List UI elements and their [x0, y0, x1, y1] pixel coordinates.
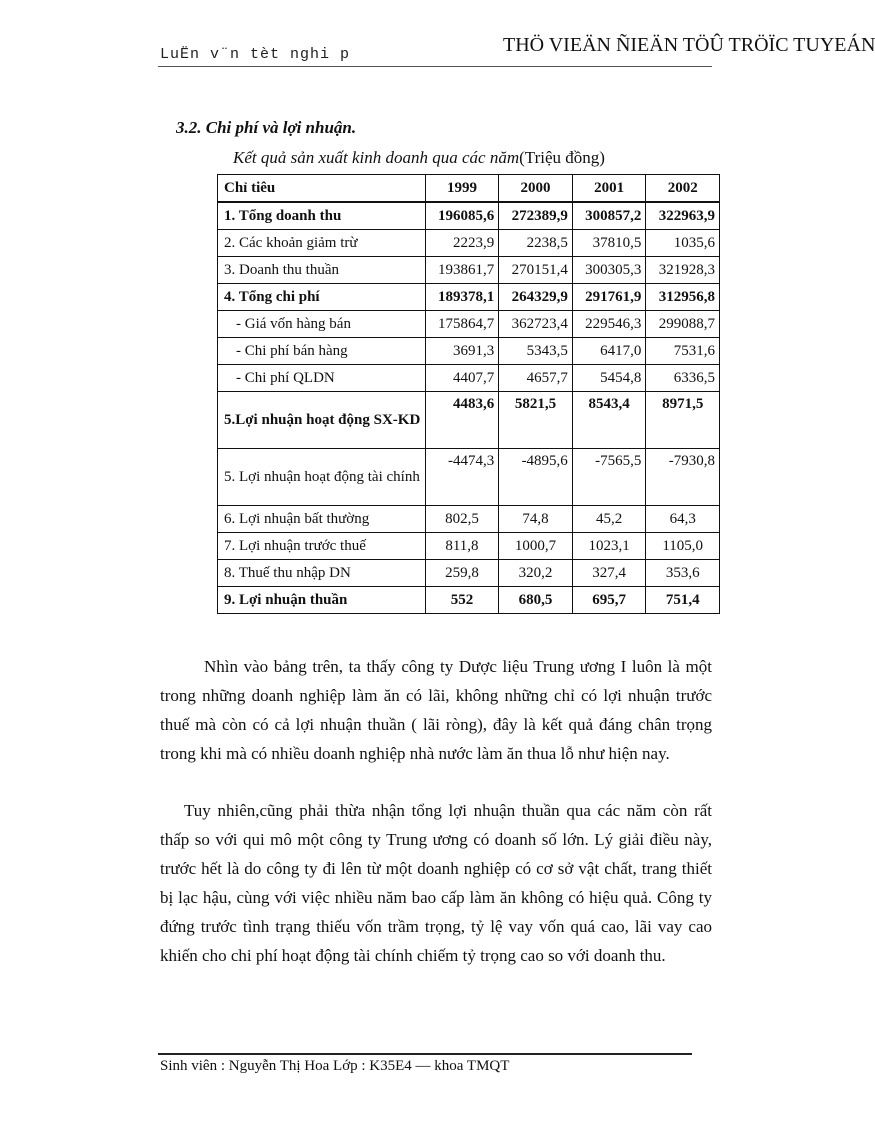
cell-value: 7531,6	[646, 338, 720, 365]
header-cell: 2001	[572, 175, 646, 203]
cell-value: 4407,7	[425, 365, 499, 392]
cell-value: 291761,9	[572, 284, 646, 311]
table-row	[218, 230, 720, 257]
cell-value: 259,8	[425, 560, 499, 587]
header-left-text: LuËn v¨n tèt nghi p	[160, 46, 351, 63]
body-paragraph-2: Tuy nhiên,cũng phải thừa nhận tổng lợi nhuận thuần qua các năm còn rất thấp so với qui mô một công ty Trung ương có doanh số lớn. Lý giải điều này, trước hết là do công ty đi lên từ một doanh nghiệp có cơ sở vật chất, trang thiết bị lạc hậu, cùng với việc nhiều năm bao cấp làm ăn không có hiệu quả. Công ty đứng trước tình trạng thiếu vốn trầm trọng, tỷ lệ vay vốn quá cao, lãi vay cao khiến cho chi phí hoạt động tài chính chiếm tỷ trọng cao so với doanh thu.	[160, 801, 712, 965]
results-table	[217, 174, 720, 614]
cell-value: 695,7	[572, 587, 646, 614]
cell-value: 5454,8	[572, 365, 646, 392]
cell-value: 299088,7	[646, 311, 720, 338]
cell-value: 811,8	[425, 533, 499, 560]
row-label: 9. Lợi nhuận thuần	[218, 587, 426, 614]
cell-value: 272389,9	[499, 202, 573, 230]
cell-value: -7930,8	[646, 449, 720, 506]
table-row	[218, 202, 720, 230]
table-caption	[233, 148, 605, 168]
cell-value: 175864,7	[425, 311, 499, 338]
footer-text: Sinh viên : Nguyễn Thị Hoa Lớp : K35E4 — khoa TMQT	[160, 1058, 510, 1074]
header-cell: 2002	[646, 175, 720, 203]
footer-divider	[158, 1053, 692, 1055]
row-label: 5. Lợi nhuận hoạt động tài chính	[218, 449, 426, 506]
cell-value: -7565,5	[572, 449, 646, 506]
cell-value: 2223,9	[425, 230, 499, 257]
cell-value: 353,6	[646, 560, 720, 587]
cell-value: 45,2	[572, 506, 646, 533]
cell-value: 2238,5	[499, 230, 573, 257]
row-label: - Giá vốn hàng bán	[218, 311, 426, 338]
row-label: 2. Các khoản giảm trừ	[218, 230, 426, 257]
cell-value: 321928,3	[646, 257, 720, 284]
cell-value: 4483,6	[425, 392, 499, 449]
row-label: - Chi phí QLDN	[218, 365, 426, 392]
cell-value: 1000,7	[499, 533, 573, 560]
header-right-text: THÖ VIEÄN ÑIEÄN TÖÛ TRÖÏC TUYEÁN	[503, 34, 875, 56]
cell-value: 270151,4	[499, 257, 573, 284]
cell-value: 196085,6	[425, 202, 499, 230]
cell-value: -4895,6	[499, 449, 573, 506]
cell-value: 4657,7	[499, 365, 573, 392]
cell-value: 3691,3	[425, 338, 499, 365]
body-paragraph-1: Nhìn vào bảng trên, ta thấy công ty Dược liệu Trung ương I luôn là một trong những doanh nghiệp làm ăn có lãi, không những chỉ có lợi nhuận trước thuế mà còn có cả lợi nhuận thuần ( lãi ròng), đây là kết quả đáng chân trọng trong khi mà có nhiều doanh nghiệp nhà nước làm ăn thua lỗ như hiện nay.	[160, 657, 712, 763]
header-cell: Chỉ tiêu	[218, 175, 426, 203]
row-label: 4. Tổng chi phí	[218, 284, 426, 311]
cell-value: 6417,0	[572, 338, 646, 365]
row-label: 6. Lợi nhuận bất thường	[218, 506, 426, 533]
table-row	[218, 338, 720, 365]
table-caption-italic: Kết quả sản xuất kinh doanh qua các năm	[233, 148, 520, 167]
cell-value: 229546,3	[572, 311, 646, 338]
cell-value: 802,5	[425, 506, 499, 533]
cell-value: 312956,8	[646, 284, 720, 311]
table-row	[218, 449, 720, 506]
cell-value: 193861,7	[425, 257, 499, 284]
cell-value: 189378,1	[425, 284, 499, 311]
cell-value: 300857,2	[572, 202, 646, 230]
row-label: 8. Thuế thu nhập DN	[218, 560, 426, 587]
header-divider	[158, 66, 712, 67]
row-label: 3. Doanh thu thuần	[218, 257, 426, 284]
cell-value: 37810,5	[572, 230, 646, 257]
cell-value: 362723,4	[499, 311, 573, 338]
cell-value: 6336,5	[646, 365, 720, 392]
table-row	[218, 560, 720, 587]
cell-value: 74,8	[499, 506, 573, 533]
header-cell: 2000	[499, 175, 573, 203]
table-row	[218, 392, 720, 449]
cell-value: 5821,5	[499, 392, 573, 449]
cell-value: 1035,6	[646, 230, 720, 257]
cell-value: 5343,5	[499, 338, 573, 365]
row-label: - Chi phí bán hàng	[218, 338, 426, 365]
cell-value: 320,2	[499, 560, 573, 587]
cell-value: 1023,1	[572, 533, 646, 560]
table-caption-unit: (Triệu đồng)	[519, 148, 605, 167]
cell-value: 751,4	[646, 587, 720, 614]
cell-value: 680,5	[499, 587, 573, 614]
cell-value: 322963,9	[646, 202, 720, 230]
table-row	[218, 587, 720, 614]
table-row	[218, 365, 720, 392]
cell-value: -4474,3	[425, 449, 499, 506]
table-row	[218, 311, 720, 338]
table-row	[218, 284, 720, 311]
row-label: 1. Tổng doanh thu	[218, 202, 426, 230]
table-row	[218, 257, 720, 284]
header-cell: 1999	[425, 175, 499, 203]
row-label: 5.Lợi nhuận hoạt động SX-KD	[218, 392, 426, 449]
table-row	[218, 506, 720, 533]
row-label: 7. Lợi nhuận trước thuế	[218, 533, 426, 560]
cell-value: 552	[425, 587, 499, 614]
table-row	[218, 533, 720, 560]
cell-value: 8971,5	[646, 392, 720, 449]
table-header-row	[218, 175, 720, 203]
section-title: 3.2. Chi phí và lợi nhuận.	[176, 118, 357, 137]
cell-value: 64,3	[646, 506, 720, 533]
cell-value: 264329,9	[499, 284, 573, 311]
cell-value: 300305,3	[572, 257, 646, 284]
cell-value: 8543,4	[572, 392, 646, 449]
cell-value: 327,4	[572, 560, 646, 587]
cell-value: 1105,0	[646, 533, 720, 560]
